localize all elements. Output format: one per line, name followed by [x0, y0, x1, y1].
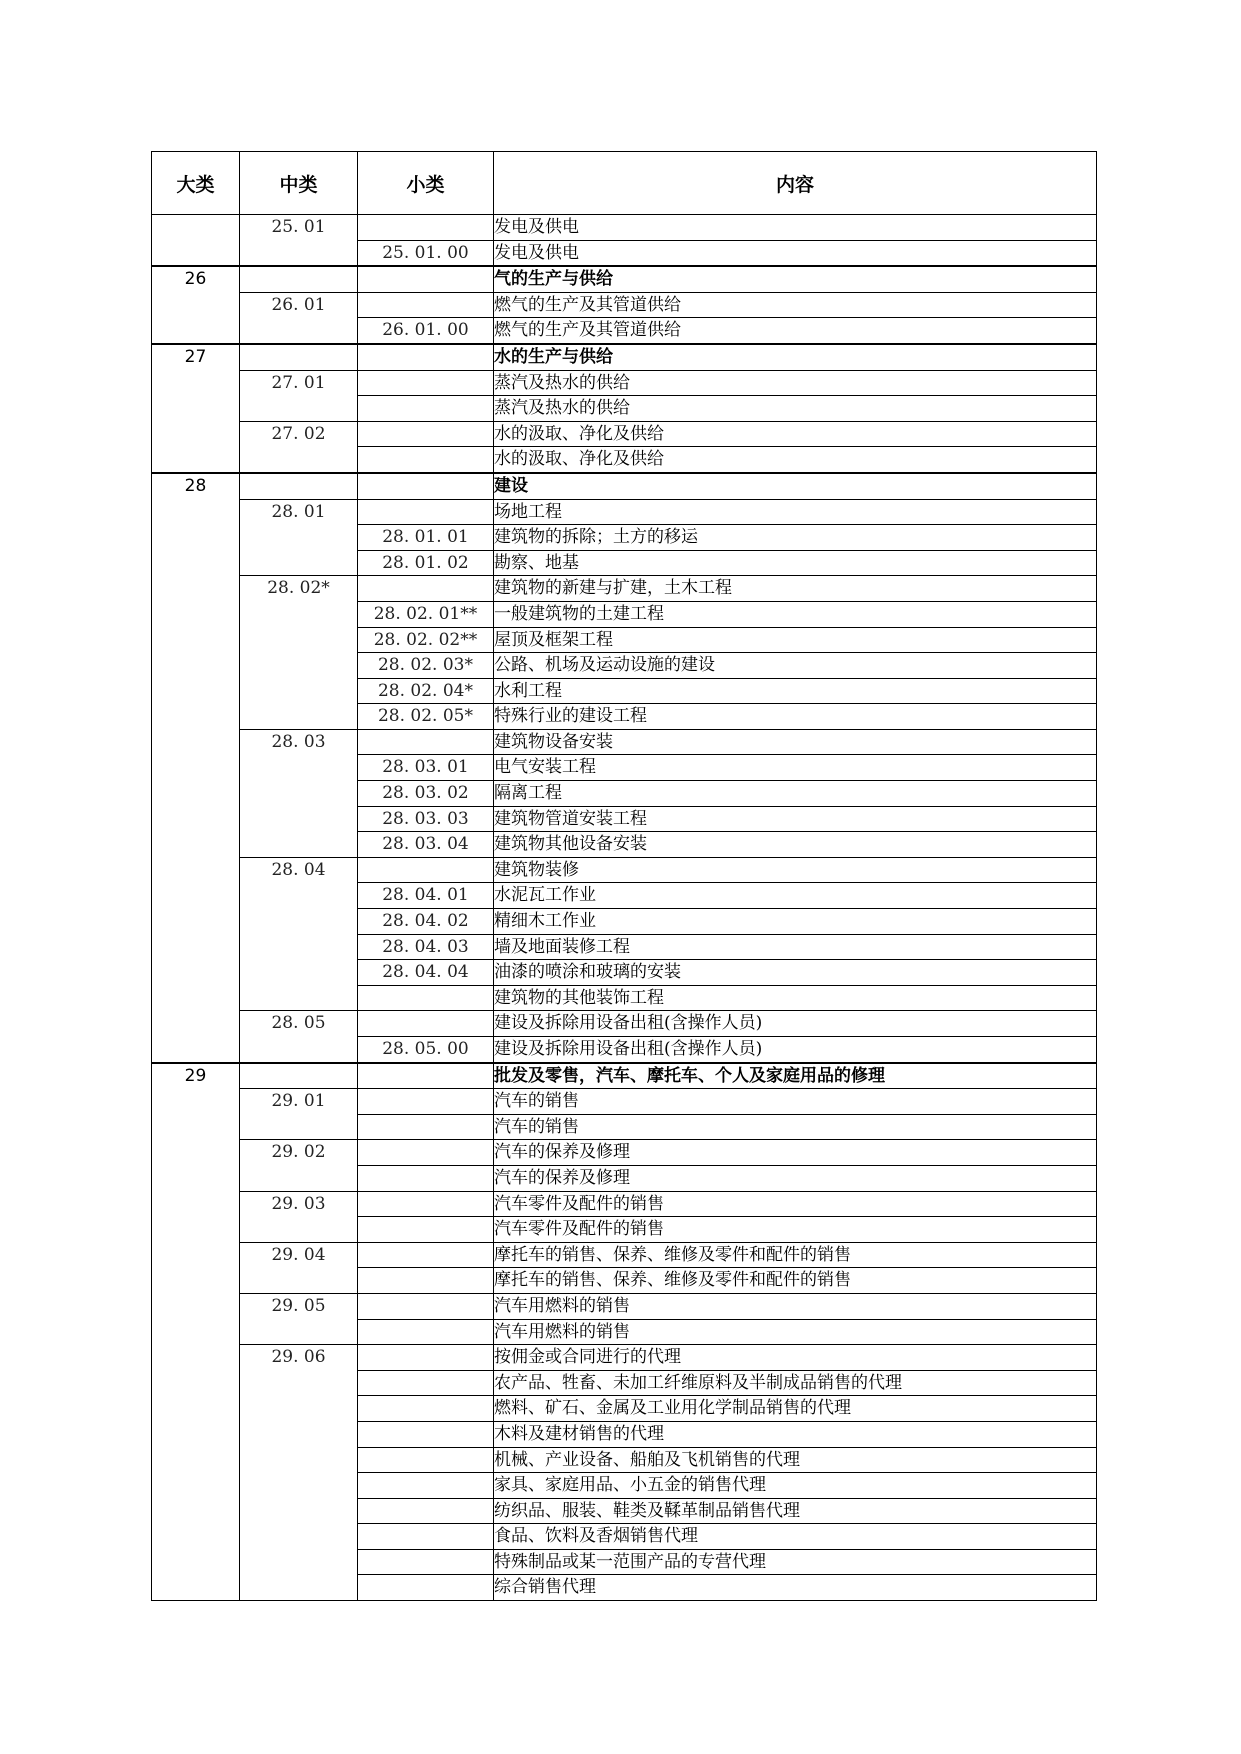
content-cell: 家具、家庭用品、小五金的销售代理 [494, 1473, 1097, 1499]
content-cell: 燃气的生产及其管道供给 [494, 292, 1097, 318]
small-code-cell: 28. 02. 01** [358, 601, 494, 627]
table-row [152, 576, 1097, 602]
table-row [152, 1140, 1097, 1166]
mid-code-cell: 28. 02* [240, 576, 358, 730]
content-cell: 隔离工程 [494, 781, 1097, 807]
table-row [152, 729, 1097, 755]
table-row [152, 1011, 1097, 1037]
small-code-cell [358, 857, 494, 883]
content-cell: 汽车的保养及修理 [494, 1140, 1097, 1166]
content-cell: 汽车用燃料的销售 [494, 1319, 1097, 1345]
table-row [152, 1191, 1097, 1217]
mid-code-cell [240, 344, 358, 370]
small-code-cell: 28. 04. 02 [358, 909, 494, 935]
small-code-cell: 28. 02. 04* [358, 678, 494, 704]
small-code-cell: 28. 01. 01 [358, 525, 494, 551]
mid-code-cell: 26. 01 [240, 292, 358, 344]
mid-code-cell: 27. 01 [240, 370, 358, 421]
small-code-cell [358, 1396, 494, 1422]
small-code-cell [358, 421, 494, 447]
content-cell: 蒸汽及热水的供给 [494, 370, 1097, 396]
header-small: 小类 [358, 152, 494, 215]
content-cell: 水的汲取、净化及供给 [494, 447, 1097, 473]
content-cell: 农产品、牲畜、未加工纤维原料及半制成品销售的代理 [494, 1370, 1097, 1396]
small-code-cell: 28. 03. 02 [358, 781, 494, 807]
small-code-cell [358, 499, 494, 525]
small-code-cell [358, 1063, 494, 1089]
small-code-cell: 28. 01. 02 [358, 550, 494, 576]
content-cell: 建设 [494, 473, 1097, 499]
small-code-cell [358, 985, 494, 1011]
small-code-cell [358, 292, 494, 318]
major-code-cell: 26 [152, 266, 240, 344]
small-code-cell [358, 1011, 494, 1037]
content-cell: 水利工程 [494, 678, 1097, 704]
mid-code-cell: 29. 01 [240, 1089, 358, 1140]
major-category-row [152, 1063, 1097, 1089]
small-code-cell: 28. 04. 03 [358, 934, 494, 960]
major-category-row [152, 266, 1097, 292]
small-code-cell [358, 215, 494, 241]
mid-code-cell [240, 1063, 358, 1089]
content-cell: 油漆的喷涂和玻璃的安装 [494, 960, 1097, 986]
content-cell: 汽车零件及配件的销售 [494, 1191, 1097, 1217]
mid-code-cell: 29. 02 [240, 1140, 358, 1191]
table-row [152, 857, 1097, 883]
major-code-cell [152, 215, 240, 267]
content-cell: 食品、饮料及香烟销售代理 [494, 1524, 1097, 1550]
mid-code-cell: 29. 04 [240, 1242, 358, 1293]
small-code-cell: 28. 02. 05* [358, 704, 494, 730]
small-code-cell [358, 1165, 494, 1191]
table-body [152, 215, 1097, 1601]
header-mid: 中类 [240, 152, 358, 215]
major-code-cell: 27 [152, 344, 240, 473]
header-major: 大类 [152, 152, 240, 215]
small-code-cell: 26. 01. 00 [358, 318, 494, 344]
content-cell: 建筑物其他设备安装 [494, 832, 1097, 858]
content-cell: 木料及建材销售的代理 [494, 1421, 1097, 1447]
content-cell: 建筑物装修 [494, 857, 1097, 883]
small-code-cell [358, 1370, 494, 1396]
mid-code-cell: 28. 01 [240, 499, 358, 576]
content-cell: 按佣金或合同进行的代理 [494, 1345, 1097, 1371]
content-cell: 公路、机场及运动设施的建设 [494, 653, 1097, 679]
small-code-cell [358, 1140, 494, 1166]
small-code-cell [358, 1293, 494, 1319]
content-cell: 建筑物的其他装饰工程 [494, 985, 1097, 1011]
content-cell: 场地工程 [494, 499, 1097, 525]
small-code-cell: 28. 03. 01 [358, 755, 494, 781]
small-code-cell: 28. 03. 03 [358, 806, 494, 832]
table-row [152, 370, 1097, 396]
content-cell: 汽车零件及配件的销售 [494, 1217, 1097, 1243]
classification-table [151, 151, 1097, 1601]
small-code-cell [358, 729, 494, 755]
content-cell: 电气安装工程 [494, 755, 1097, 781]
content-cell: 综合销售代理 [494, 1575, 1097, 1601]
table-row [152, 292, 1097, 318]
small-code-cell: 25. 01. 00 [358, 240, 494, 266]
content-cell: 勘察、地基 [494, 550, 1097, 576]
mid-code-cell: 28. 05 [240, 1011, 358, 1063]
content-cell: 汽车的销售 [494, 1089, 1097, 1115]
major-code-cell: 29 [152, 1063, 240, 1601]
content-cell: 水的生产与供给 [494, 344, 1097, 370]
content-cell: 屋顶及框架工程 [494, 627, 1097, 653]
content-cell: 建筑物的新建与扩建，土木工程 [494, 576, 1097, 602]
content-cell: 摩托车的销售、保养、维修及零件和配件的销售 [494, 1268, 1097, 1294]
content-cell: 燃气的生产及其管道供给 [494, 318, 1097, 344]
mid-code-cell [240, 266, 358, 292]
major-code-cell: 28 [152, 473, 240, 1063]
mid-code-cell: 27. 02 [240, 421, 358, 473]
content-cell: 纺织品、服装、鞋类及鞣革制品销售代理 [494, 1498, 1097, 1524]
content-cell: 发电及供电 [494, 240, 1097, 266]
small-code-cell [358, 344, 494, 370]
small-code-cell: 28. 04. 01 [358, 883, 494, 909]
small-code-cell [358, 1089, 494, 1115]
small-code-cell [358, 473, 494, 499]
content-cell: 汽车用燃料的销售 [494, 1293, 1097, 1319]
content-cell: 特殊制品或某一范围产品的专营代理 [494, 1549, 1097, 1575]
small-code-cell [358, 396, 494, 422]
table-row [152, 1293, 1097, 1319]
small-code-cell [358, 1319, 494, 1345]
table-row [152, 1242, 1097, 1268]
table-row [152, 421, 1097, 447]
header-content: 内容 [494, 152, 1097, 215]
small-code-cell [358, 1575, 494, 1601]
small-code-cell [358, 1242, 494, 1268]
small-code-cell [358, 1421, 494, 1447]
table-row [152, 1089, 1097, 1115]
small-code-cell [358, 266, 494, 292]
content-cell: 摩托车的销售、保养、维修及零件和配件的销售 [494, 1242, 1097, 1268]
small-code-cell [358, 370, 494, 396]
table-row [152, 499, 1097, 525]
content-cell: 建设及拆除用设备出租(含操作人员) [494, 1011, 1097, 1037]
content-cell: 建设及拆除用设备出租(含操作人员) [494, 1037, 1097, 1063]
mid-code-cell: 29. 05 [240, 1293, 358, 1344]
content-cell: 建筑物管道安装工程 [494, 806, 1097, 832]
mid-code-cell: 25. 01 [240, 215, 358, 267]
small-code-cell [358, 1549, 494, 1575]
content-cell: 批发及零售，汽车、摩托车、个人及家庭用品的修理 [494, 1063, 1097, 1089]
content-cell: 水的汲取、净化及供给 [494, 421, 1097, 447]
content-cell: 建筑物的拆除；土方的移运 [494, 525, 1097, 551]
small-code-cell: 28. 02. 03* [358, 653, 494, 679]
small-code-cell: 28. 02. 02** [358, 627, 494, 653]
major-category-row [152, 344, 1097, 370]
content-cell: 机械、产业设备、船舶及飞机销售的代理 [494, 1447, 1097, 1473]
content-cell: 汽车的销售 [494, 1114, 1097, 1140]
small-code-cell: 28. 04. 04 [358, 960, 494, 986]
content-cell: 燃料、矿石、金属及工业用化学制品销售的代理 [494, 1396, 1097, 1422]
small-code-cell [358, 1114, 494, 1140]
content-cell: 蒸汽及热水的供给 [494, 396, 1097, 422]
small-code-cell [358, 1191, 494, 1217]
content-cell: 建筑物设备安装 [494, 729, 1097, 755]
small-code-cell [358, 1447, 494, 1473]
content-cell: 气的生产与供给 [494, 266, 1097, 292]
content-cell: 精细木工作业 [494, 909, 1097, 935]
classification-table-wrapper [151, 151, 1096, 1601]
small-code-cell [358, 1473, 494, 1499]
small-code-cell [358, 1498, 494, 1524]
small-code-cell [358, 1524, 494, 1550]
content-cell: 特殊行业的建设工程 [494, 704, 1097, 730]
small-code-cell [358, 576, 494, 602]
small-code-cell: 28. 03. 04 [358, 832, 494, 858]
header-row [152, 152, 1097, 215]
content-cell: 水泥瓦工作业 [494, 883, 1097, 909]
content-cell: 一般建筑物的土建工程 [494, 601, 1097, 627]
small-code-cell [358, 1268, 494, 1294]
mid-code-cell: 29. 06 [240, 1345, 358, 1601]
major-category-row [152, 473, 1097, 499]
content-cell: 汽车的保养及修理 [494, 1165, 1097, 1191]
small-code-cell: 28. 05. 00 [358, 1037, 494, 1063]
mid-code-cell: 28. 04 [240, 857, 358, 1011]
mid-code-cell: 28. 03 [240, 729, 358, 857]
table-row [152, 1345, 1097, 1371]
content-cell: 发电及供电 [494, 215, 1097, 241]
table-row [152, 215, 1097, 241]
small-code-cell [358, 1345, 494, 1371]
mid-code-cell [240, 473, 358, 499]
mid-code-cell: 29. 03 [240, 1191, 358, 1242]
content-cell: 墙及地面装修工程 [494, 934, 1097, 960]
small-code-cell [358, 1217, 494, 1243]
small-code-cell [358, 447, 494, 473]
